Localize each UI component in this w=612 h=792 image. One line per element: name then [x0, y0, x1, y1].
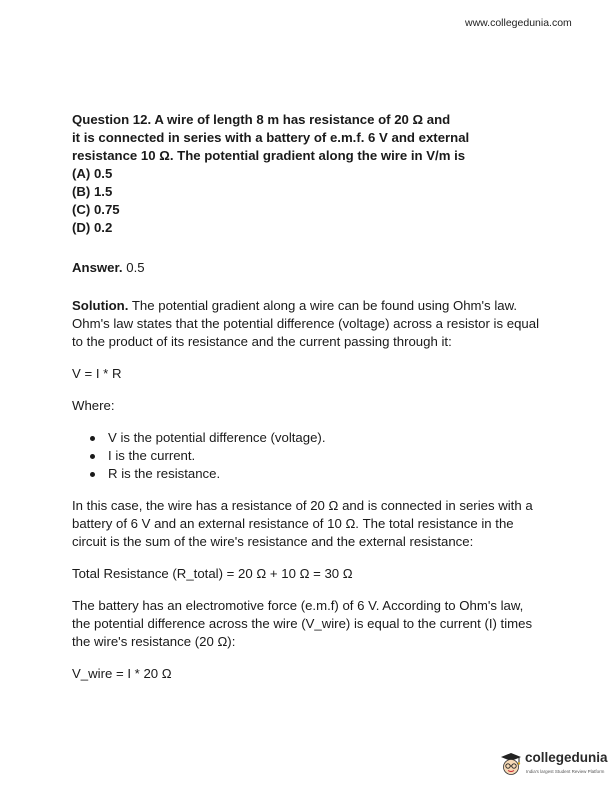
answer-value: 0.5 — [126, 260, 145, 275]
solution-intro — [72, 297, 542, 351]
answer-label: Answer. — [72, 260, 123, 275]
paragraph-battery: The battery has an electromotive force (e.m.f) of 6 V. According to Ohm's law, the potential difference across the wire (V_wire) is equal to the current (I) times the wire's resistance (20 Ω): — [72, 598, 533, 649]
paragraph-circuit: In this case, the wire has a resistance of 20 Ω and is connected in series with a battery of 6 V and an external resistance of 10 Ω. The total resistance in the circuit is the sum of the wire's resistance and the external resistance: — [72, 498, 533, 549]
options-list — [72, 165, 542, 237]
option-b: (B) 1.5 — [72, 184, 113, 199]
collegedunia-logo[interactable] — [500, 748, 608, 780]
option-c: (C) 0.75 — [72, 202, 120, 217]
solution-label: Solution. — [72, 298, 129, 313]
answer — [72, 259, 542, 277]
question-line-1: Question 12. A wire of length 8 m has resistance of 20 Ω and — [72, 112, 451, 127]
site-url[interactable]: www.collegedunia.com — [465, 17, 572, 29]
ohms-law-formula: V = I * R — [72, 366, 122, 381]
solution-intro-text: The potential gradient along a wire can be found using Ohm's law. Ohm's law states that the potential difference (voltage) across a resistor is equal to the product of its resistance and the current passing through it: — [72, 298, 539, 349]
question-line-2: it is connected in series with a battery of e.m.f. 6 V and external — [72, 130, 470, 145]
list-item: V is the potential difference (voltage). — [108, 429, 542, 447]
logo-name: collegedunia — [525, 750, 608, 765]
v-wire-formula: V_wire = I * 20 Ω — [72, 666, 172, 681]
where-label: Where: — [72, 398, 115, 413]
page-content — [72, 111, 542, 683]
graduate-mascot-icon — [500, 752, 522, 776]
option-a: (A) 0.5 — [72, 166, 113, 181]
total-resistance: Total Resistance (R_total) = 20 Ω + 10 Ω = 30 Ω — [72, 566, 353, 581]
question-line-3: resistance 10 Ω. The potential gradient along the wire in V/m is — [72, 148, 466, 163]
list-item: I is the current. — [108, 447, 542, 465]
option-d: (D) 0.2 — [72, 220, 113, 235]
list-item: R is the resistance. — [108, 465, 542, 483]
logo-tagline: India's largest Student Review Platform — [526, 769, 605, 774]
variable-list — [72, 429, 542, 483]
